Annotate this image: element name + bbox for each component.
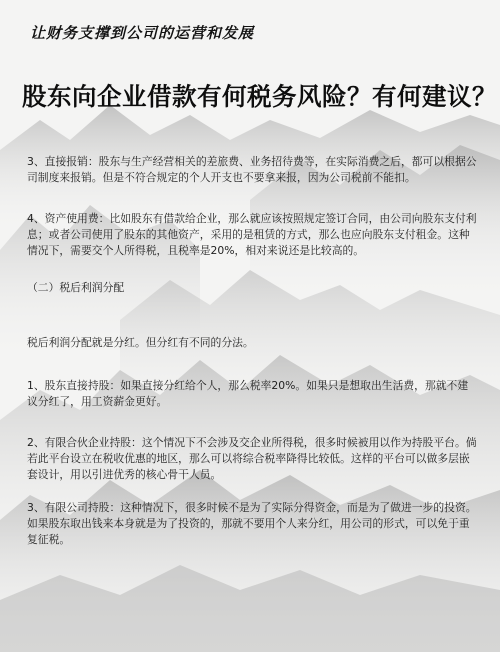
paragraph-limited-company: 3、有限公司持股：这种情况下，很多时候不是为了实际分得资金，而是为了做进一步的投资。如果股东取出钱来本身就是为了投资的，那就不要用个人来分红，用公司的形式，可以免于重复征税。 [27, 501, 477, 546]
paragraph-asset-usage-fee: 4、资产使用费：比如股东有借款给企业，那么就应该按照规定签订合同，由公司向股东支付利息；或者公司使用了股东的其他资产，采用的是租赁的方式，那么也应向股东支付租金。这种情况下，需要交个人所得税，且税率是20%，相对来说还是比较高的。 [27, 212, 477, 257]
page-title: 股东向企业借款有何税务风险？有何建议？ [22, 82, 497, 111]
paragraph-limited-partnership: 2、有限合伙企业持股：这个情况下不会涉及交企业所得税，很多时候被用以作为持股平台。倘若此平台设立在税收优惠的地区，那么可以将综合税率降得比较低。这样的平台可以做多层嵌套设计，用以引进优秀的核心骨干人员。 [27, 436, 477, 481]
header-slogan: 让财务支撑到公司的运营和发展 [30, 24, 255, 42]
paragraph-dividend-intro: 税后利润分配就是分红。但分红有不同的分法。 [27, 336, 254, 349]
paragraph-direct-holding: 1、股东直接持股：如果直接分红给个人，那么税率20%。如果只是想取出生活费，那就不建议分红了，用工资薪金更好。 [27, 379, 469, 408]
paragraph-direct-reimbursement: 3、直接报销：股东与生产经营相关的差旅费、业务招待费等，在实际消费之后，都可以根据公司制度来报销。但是不符合规定的个人开支也不要拿来报，因为公司税前不能扣。 [27, 155, 477, 184]
section-heading-profit-distribution: （二）税后利润分配 [27, 281, 125, 294]
